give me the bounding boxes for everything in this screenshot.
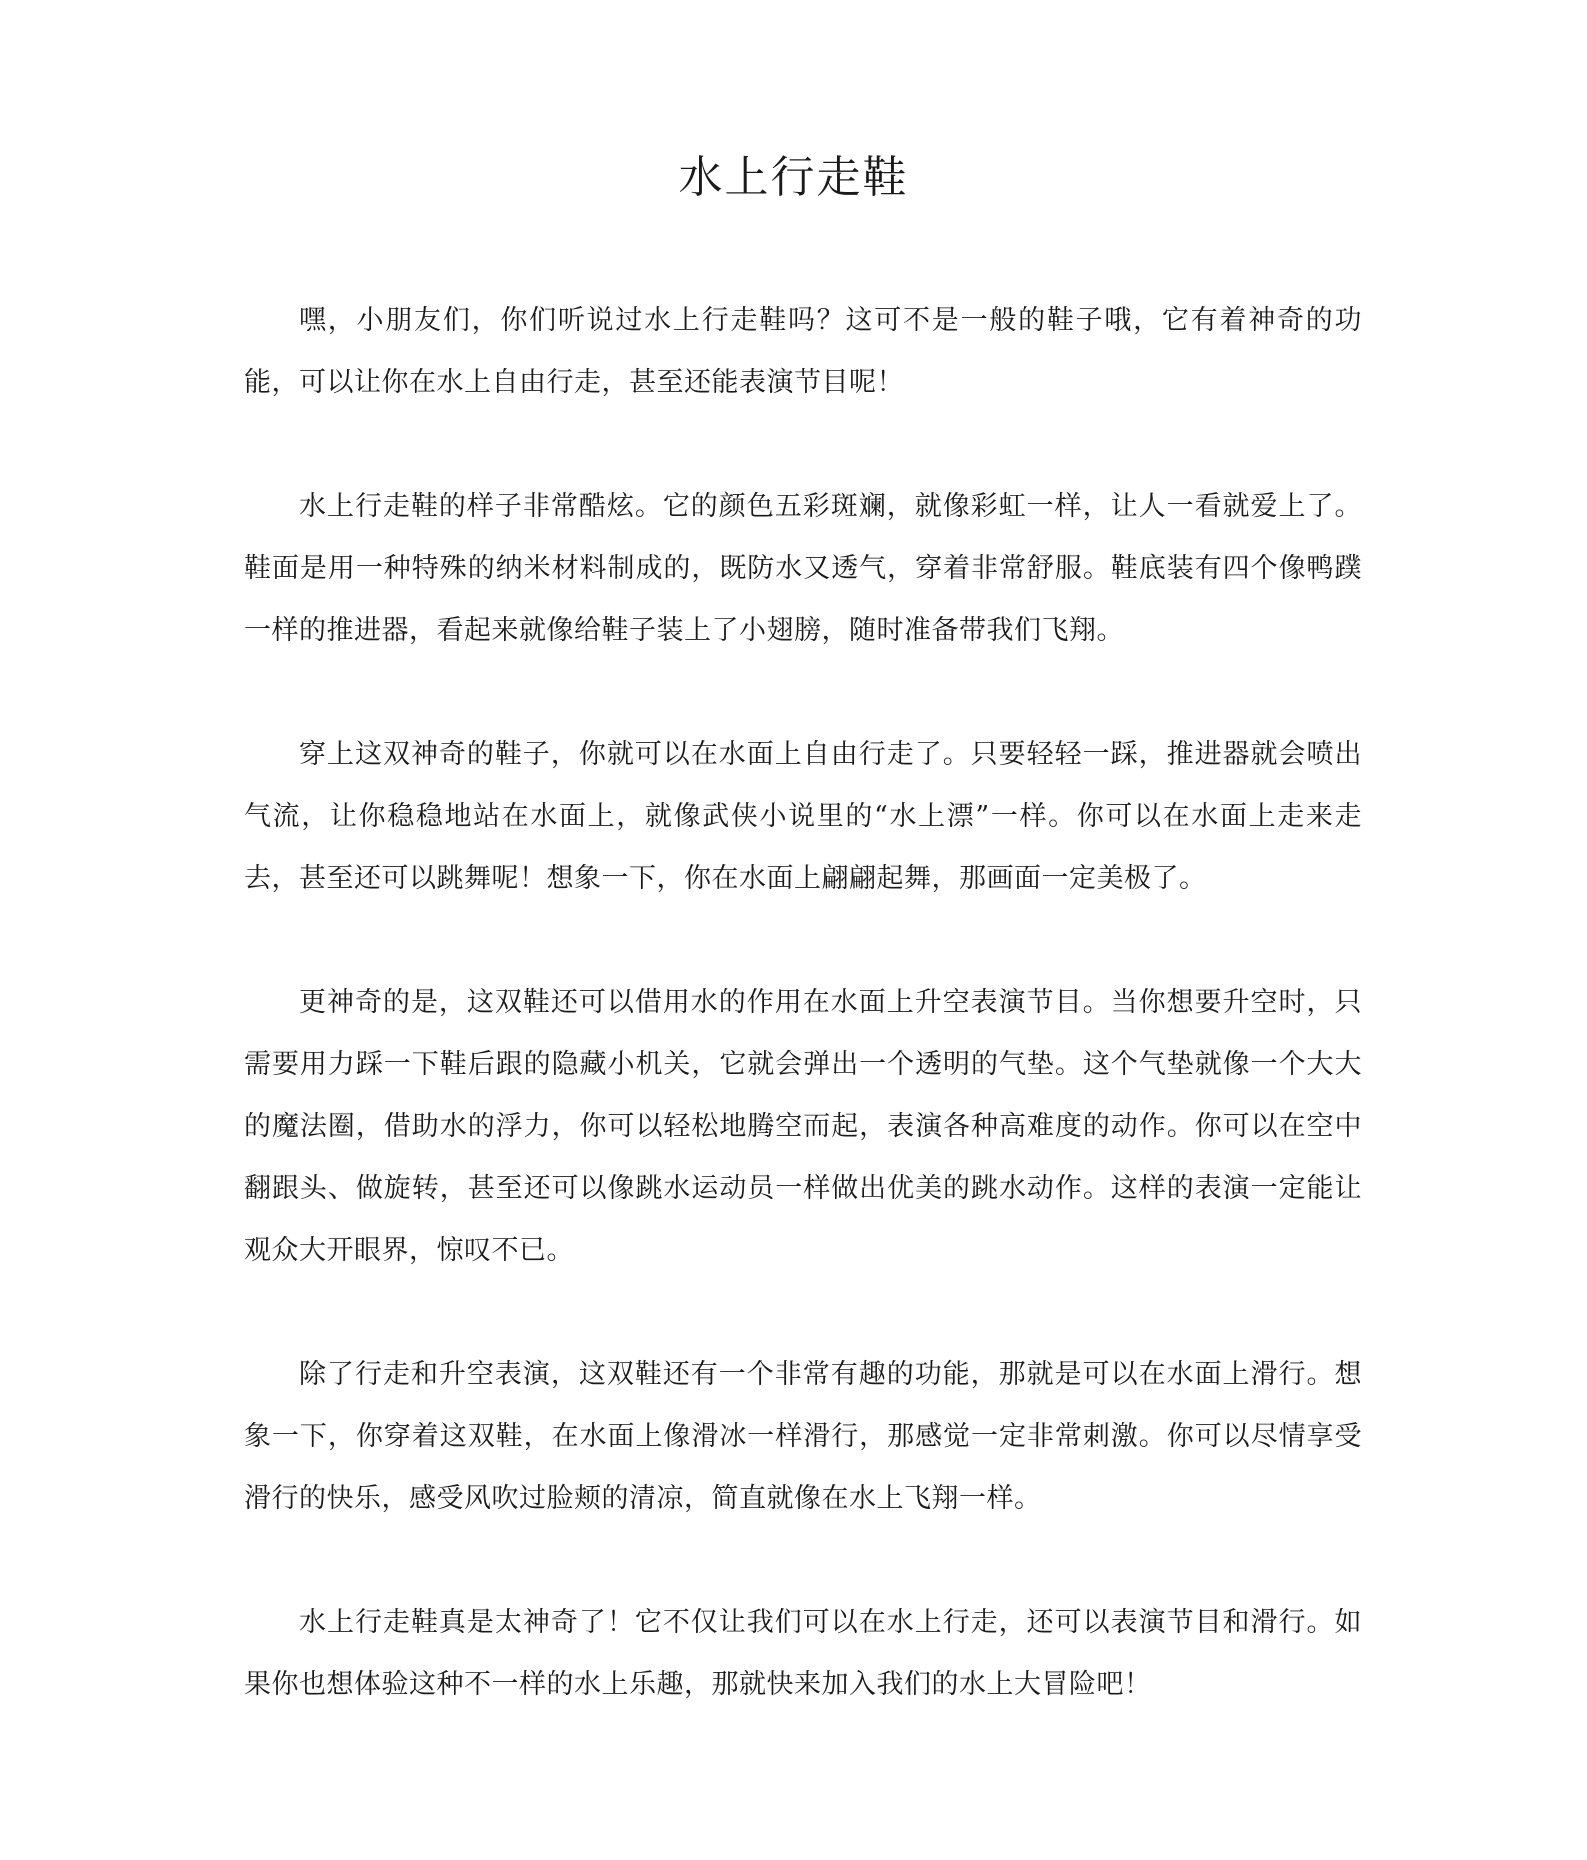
paragraph-walking: 穿上这双神奇的鞋子，你就可以在水面上自由行走了。只要轻轻一踩，推进器就会喷出气流，让你稳稳地站在水面上，就像武侠小说里的“水上漂”一样。你可以在水面上走来走去，甚至还可以跳舞呢！想象一下，你在水面上翩翩起舞，那画面一定美极了。: [244, 739, 1362, 894]
paragraph-conclusion: 水上行走鞋真是太神奇了！它不仅让我们可以在水上行走，还可以表演节目和滑行。如果你也想体验这种不一样的水上乐趣，那就快来加入我们的水上大冒险吧！: [244, 1607, 1362, 1700]
document-body: [244, 290, 1362, 1778]
document-title: 水上行走鞋: [678, 152, 909, 203]
paragraph-appearance: 水上行走鞋的样子非常酷炫。它的颜色五彩斑斓，就像彩虹一样，让人一看就爱上了。鞋面是用一种特殊的纳米材料制成的，既防水又透气，穿着非常舒服。鞋底装有四个像鸭蹼一样的推进器，看起来就像给鞋子装上了小翅膀，随时准备带我们飞翔。: [244, 491, 1362, 646]
paragraph-gliding: 除了行走和升空表演，这双鞋还有一个非常有趣的功能，那就是可以在水面上滑行。想象一下，你穿着这双鞋，在水面上像滑冰一样滑行，那感觉一定非常刺激。你可以尽情享受滑行的快乐，感受风吹过脸颊的清凉，简直就像在水上飞翔一样。: [244, 1359, 1362, 1514]
paragraph-intro: 嘿，小朋友们，你们听说过水上行走鞋吗？这可不是一般的鞋子哦，它有着神奇的功能，可以让你在水上自由行走，甚至还能表演节目呢！: [244, 305, 1362, 398]
paragraph-performance: 更神奇的是，这双鞋还可以借用水的作用在水面上升空表演节目。当你想要升空时，只需要用力踩一下鞋后跟的隐藏小机关，它就会弹出一个透明的气垫。这个气垫就像一个大大的魔法圈，借助水的浮力，你可以轻松地腾空而起，表演各种高难度的动作。你可以在空中翻跟头、做旋转，甚至还可以像跳水运动员一样做出优美的跳水动作。这样的表演一定能让观众大开眼界，惊叹不已。: [244, 987, 1362, 1266]
